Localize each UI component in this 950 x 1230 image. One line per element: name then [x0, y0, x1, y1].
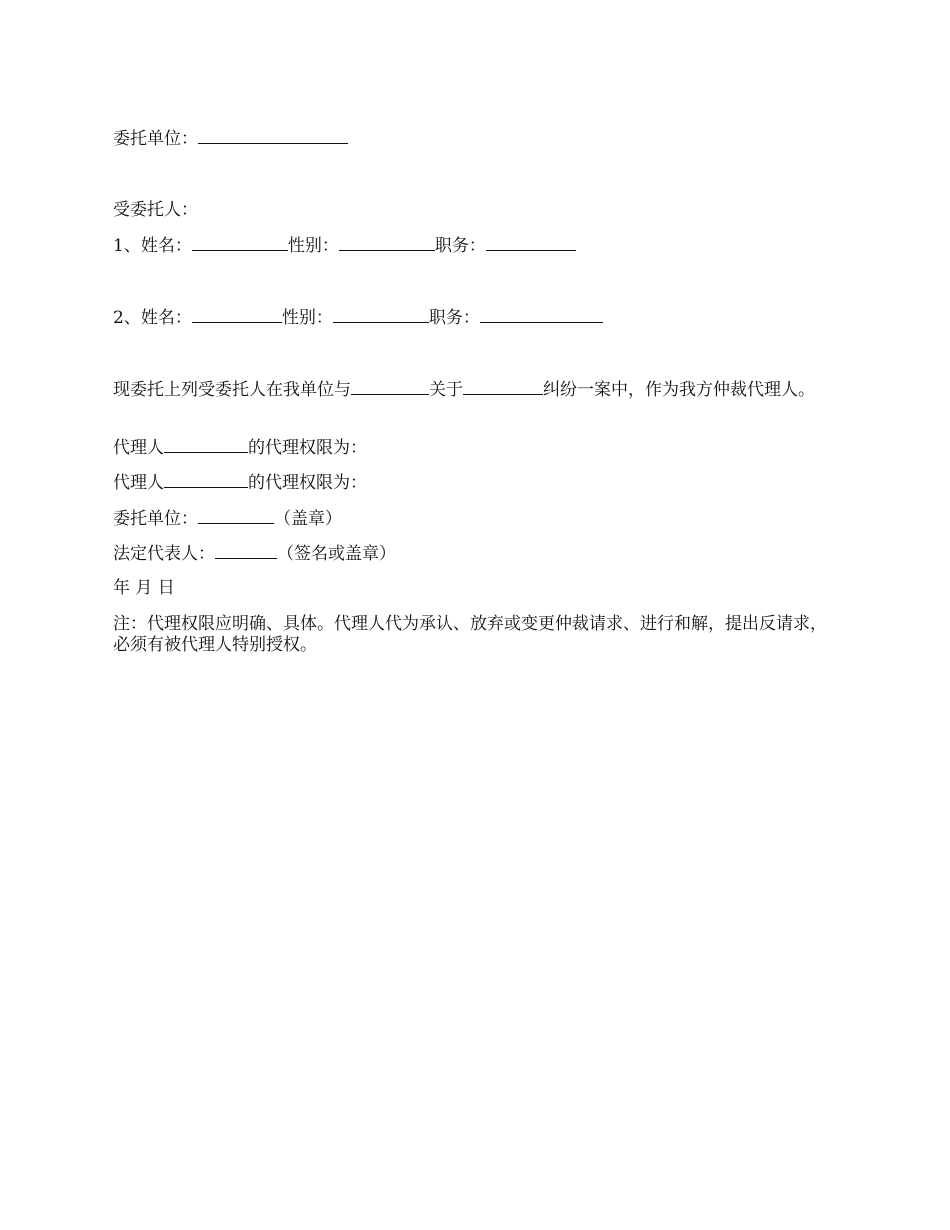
seal-unit-line [113, 508, 843, 530]
person2-name-label: 2、姓名： [113, 308, 192, 328]
person2-position-label: 职务： [428, 308, 480, 328]
person1-gender-blank[interactable] [339, 235, 435, 251]
person1-gender-label: 性别： [287, 236, 339, 256]
legal-rep-label: 法定代表人： [113, 544, 215, 564]
person1-position-blank[interactable] [486, 235, 576, 251]
seal-unit-suffix: （盖章） [274, 509, 342, 529]
statement-part2: 关于 [429, 380, 463, 400]
person1-name-blank[interactable] [192, 235, 288, 251]
note-paragraph: 注：代理权限应明确、具体。代理人代为承认、放弃或变更仲裁请求、进行和解，提出反请求，必须有被代理人特别授权。 [113, 614, 827, 655]
legal-rep-blank[interactable] [215, 543, 277, 559]
entrusting-unit-blank[interactable] [198, 128, 348, 144]
entrusting-unit-line [113, 128, 843, 150]
statement-part1: 现委托上列受委托人在我单位与 [113, 380, 351, 400]
trustee-heading: 受委托人： [113, 200, 198, 220]
seal-unit-blank[interactable] [198, 508, 274, 524]
person2-line [113, 307, 843, 329]
agent1-prefix: 代理人 [113, 438, 164, 458]
entrusting-unit-label: 委托单位： [113, 129, 198, 149]
agent2-name-blank[interactable] [164, 472, 248, 488]
agent1-suffix: 的代理权限为： [248, 438, 367, 458]
person1-line [113, 235, 843, 257]
seal-unit-label: 委托单位： [113, 509, 198, 529]
agent2-suffix: 的代理权限为： [248, 473, 367, 493]
person1-name-label: 1、姓名： [113, 236, 192, 256]
date-line: 年 月 日 [113, 578, 175, 598]
person2-name-blank[interactable] [192, 307, 282, 323]
agent2-prefix: 代理人 [113, 473, 164, 493]
person2-gender-label: 性别： [281, 308, 333, 328]
person2-position-blank[interactable] [480, 307, 603, 323]
agent2-line [113, 472, 843, 494]
agent1-line [113, 437, 843, 459]
person2-gender-blank[interactable] [333, 307, 429, 323]
dispute-subject-blank[interactable] [463, 379, 543, 395]
agent1-name-blank[interactable] [164, 437, 248, 453]
statement-paragraph [113, 379, 843, 401]
person1-position-label: 职务： [434, 236, 486, 256]
legal-rep-line [113, 543, 843, 565]
counterparty-blank[interactable] [351, 379, 429, 395]
statement-part3: 纠纷一案中，作为我方仲裁代理人。 [543, 380, 815, 400]
legal-rep-suffix: （签名或盖章） [277, 544, 396, 564]
